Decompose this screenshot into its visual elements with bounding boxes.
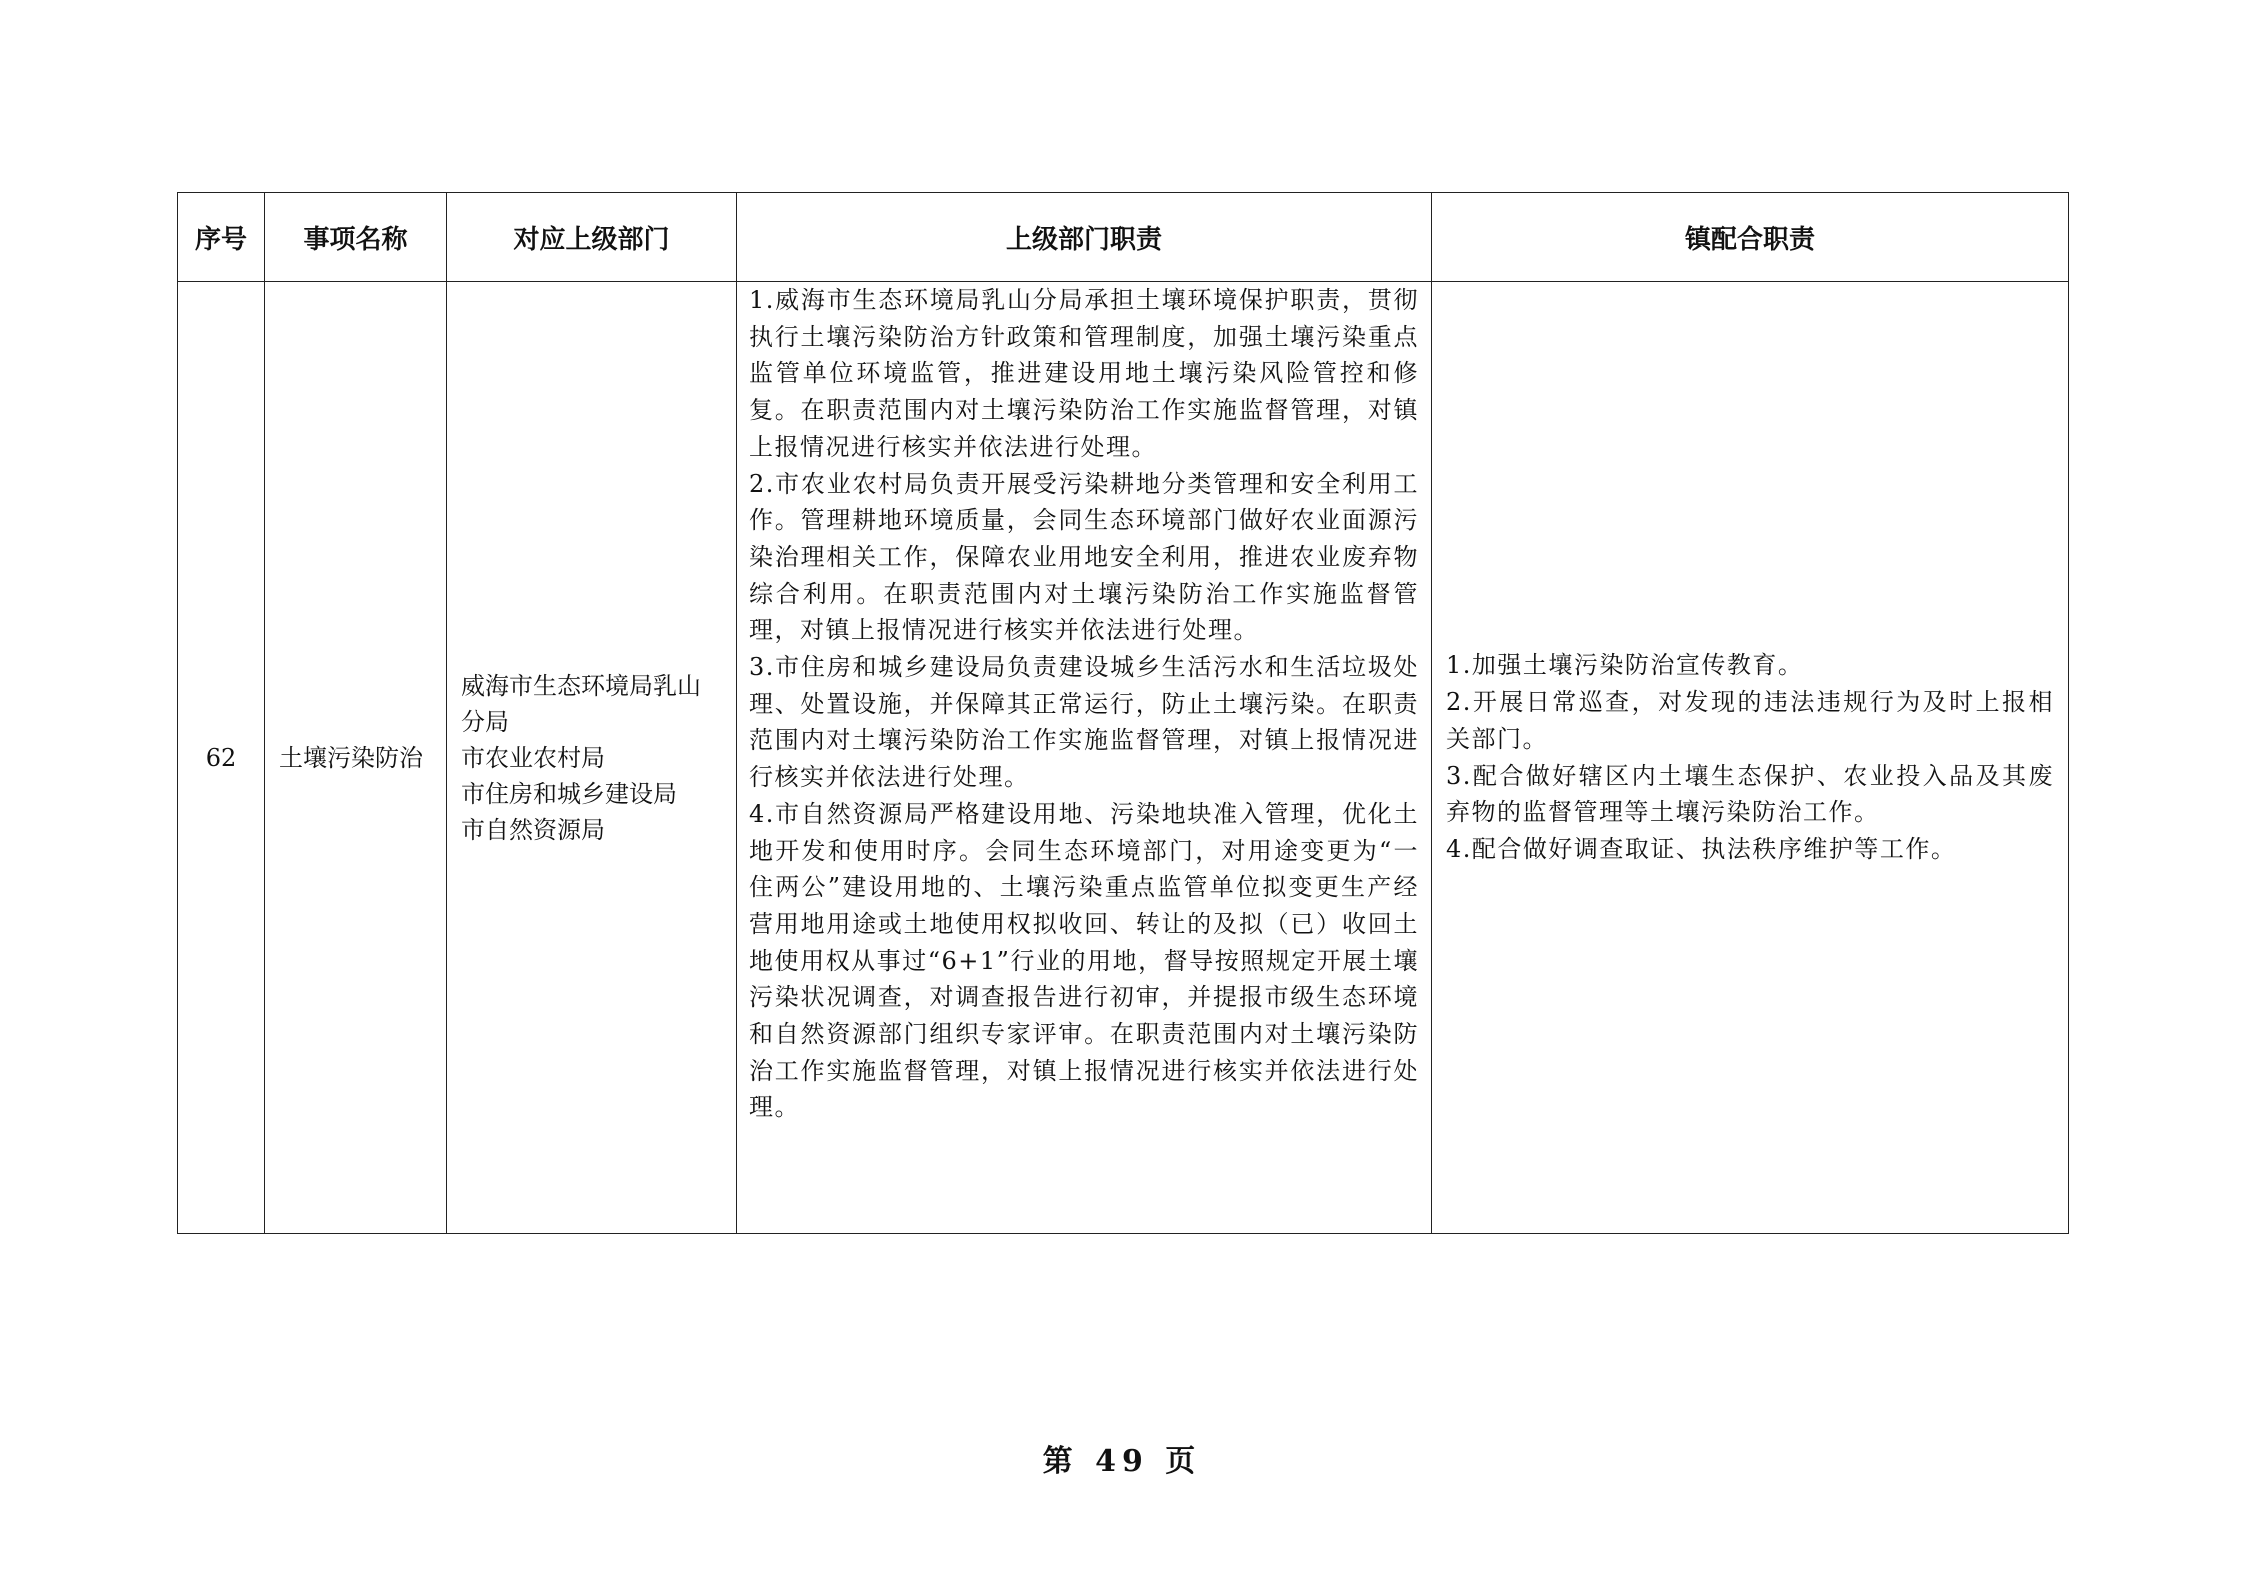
header-department: 对应上级部门 xyxy=(447,193,737,282)
table-row xyxy=(178,282,2069,1234)
header-town-duties: 镇配合职责 xyxy=(1432,193,2069,282)
table-header-row xyxy=(178,193,2069,282)
department-name: 威海市生态环境局乳山分局 xyxy=(461,671,701,736)
row-town-duties xyxy=(1432,282,2069,1234)
department-name: 市住房和城乡建设局 xyxy=(461,779,677,808)
town-duty-item: 2.开展日常巡查，对发现的违法违规行为及时上报相关部门。 xyxy=(1446,688,2054,753)
header-item-name: 事项名称 xyxy=(265,193,447,282)
town-duty-item: 1.加强土壤污染防治宣传教育。 xyxy=(1446,651,1804,680)
upper-duty-item: 3.市住房和城乡建设局负责建设城乡生活污水和生活垃圾处理、处置设施，并保障其正常运行，防止土壤污染。在职责范围内对土壤污染防治工作实施监督管理，对镇上报情况进行核实并依法进行处理。 xyxy=(749,653,1419,792)
row-number: 62 xyxy=(178,282,265,1234)
page-number: 第 49 页 xyxy=(1042,1444,1202,1479)
town-duty-item: 3.配合做好辖区内土壤生态保护、农业投入品及其废弃物的监督管理等土壤污染防治工作。 xyxy=(1446,761,2054,827)
upper-duty-item: 2.市农业农村局负责开展受污染耕地分类管理和安全利用工作。管理耕地环境质量，会同生态环境部门做好农业面源污染治理相关工作，保障农业用地安全利用，推进农业废弃物综合利用。在职责范围内对土壤污染防治工作实施监督管理，对镇上报情况进行核实并依法进行处理。 xyxy=(749,469,1419,645)
row-upper-duties xyxy=(737,282,1432,1234)
row-item-name: 土壤污染防治 xyxy=(265,282,447,1234)
upper-duty-item: 4.市自然资源局严格建设用地、污染地块准入管理，优化土地开发和使用时序。会同生态环境部门，对用途变更为“一住两公”建设用地的、土壤污染重点监管单位拟变更生产经营用地用途或土地使用权拟收回、转让的及拟（已）收回土地使用权从事过“6+1”行业的用地，督导按照规定开展土壤污染状况调查，对调查报告进行初审，并提报市级生态环境和自然资源部门组织专家评审。在职责范围内对土壤污染防治工作实施监督管理，对镇上报情况进行核实并依法进行处理。 xyxy=(749,799,1419,1122)
row-departments xyxy=(447,282,737,1234)
upper-duty-item: 1.威海市生态环境局乳山分局承担土壤环境保护职责，贯彻执行土壤污染防治方针政策和管理制度，加强土壤污染重点监管单位环境监管，推进建设用地土壤污染风险管控和修复。在职责范围内对土壤污染防治工作实施监督管理，对镇上报情况进行核实并依法进行处理。 xyxy=(749,286,1419,461)
town-duty-item: 4.配合做好调查取证、执法秩序维护等工作。 xyxy=(1446,834,1957,863)
header-number: 序号 xyxy=(178,193,265,282)
duty-table xyxy=(177,192,2069,1234)
department-name: 市农业农村局 xyxy=(461,743,605,772)
header-upper-duties: 上级部门职责 xyxy=(737,193,1432,282)
department-name: 市自然资源局 xyxy=(461,815,605,844)
